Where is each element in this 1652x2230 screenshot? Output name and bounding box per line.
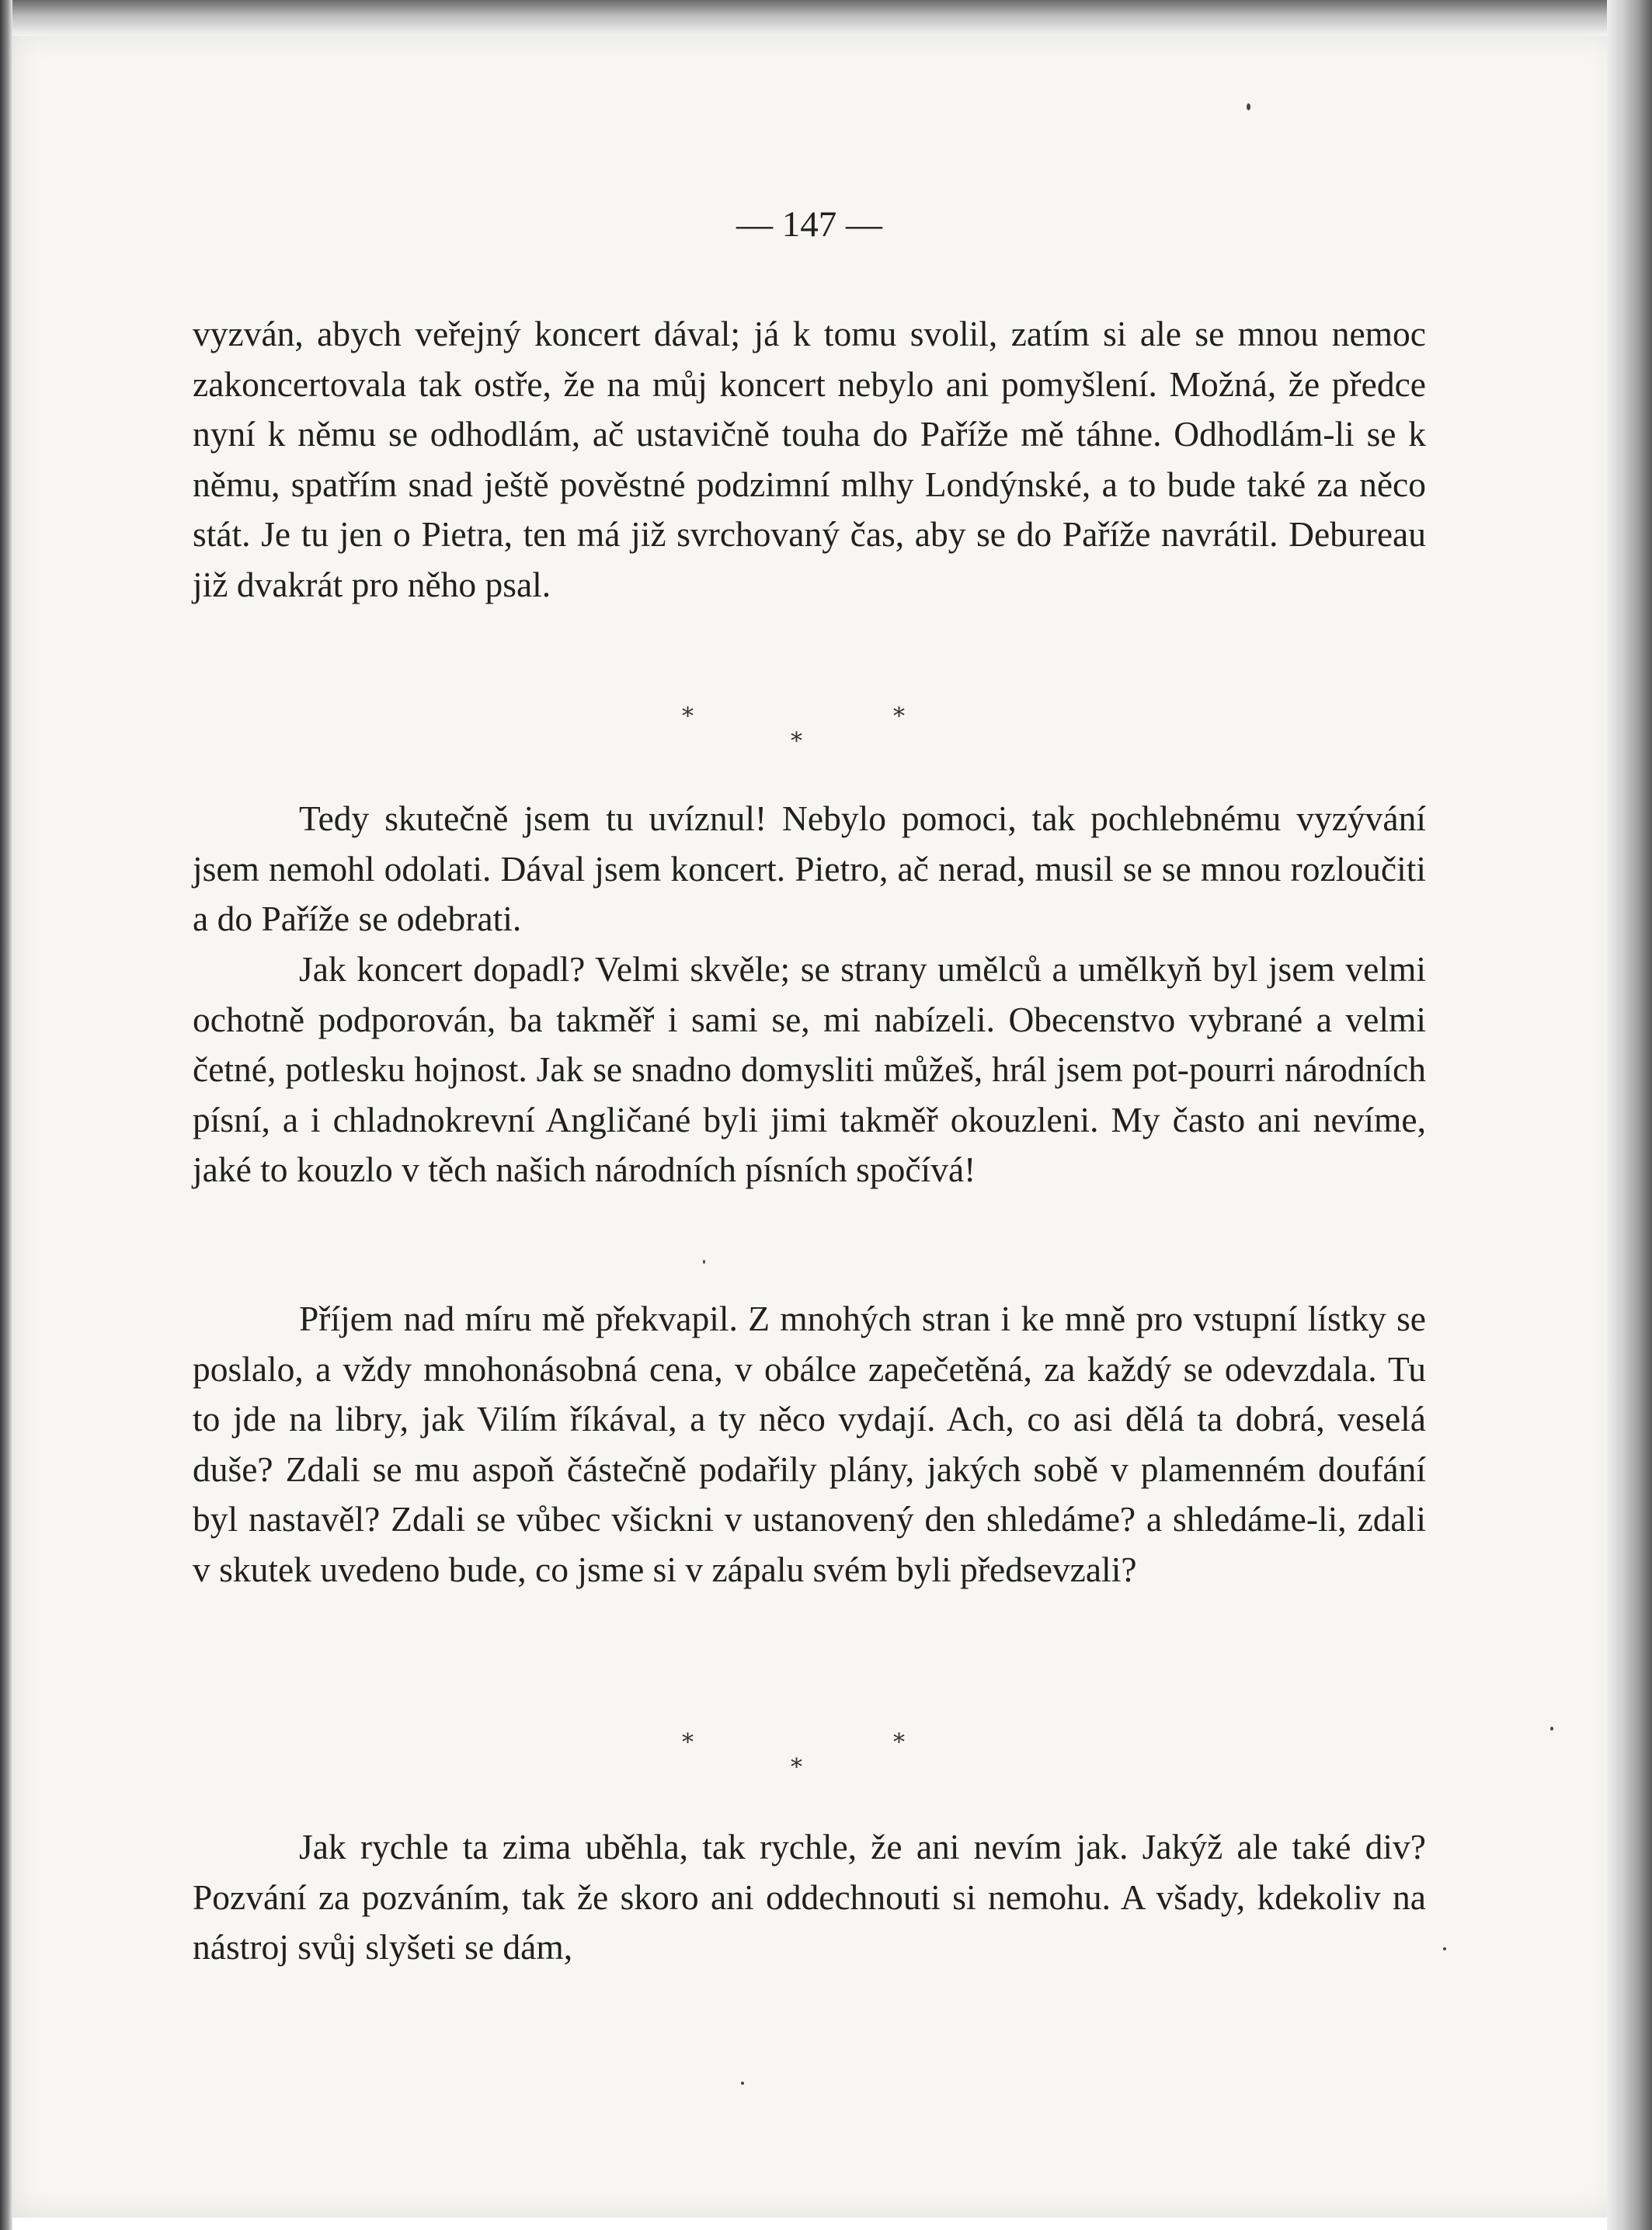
scan-edge-top <box>0 0 1652 36</box>
scan-speck <box>703 1260 705 1264</box>
scan-edge-right <box>1607 0 1652 2230</box>
separator-star: * <box>893 1729 905 1756</box>
scan-speck <box>1247 103 1250 110</box>
paragraph-2: Tedy skutečně jsem tu uvíznul! Nebylo pomoci, tak pochlebnému vyzývání jsem nemohl odolati. Dával jsem koncert. Pietro, ač nerad, musil se se mnou rozloučiti a do Paříže se odebrati. <box>193 798 1426 938</box>
paragraph-4: Příjem nad míru mě překvapil. Z mnohých stran i ke mně pro vstupní lístky se poslalo, a vždy mnohonásobná cena, v obálce zapečetěná, za každý se odevzdala. Tu to jde na libry, jak Vilím říkával, a ty něco vydají. Ach, co asi dělá ta dobrá, veselá duše? Zdali se mu aspoň částečně podařily plány, jakých sobě v plamenném doufání byl nastavěl? Zdali se vůbec všickni v ustanovený den shledáme? a shledáme-li, zdali v skutek uvedeno bude, co jsme si v zápalu svém byli předsevzali? <box>193 1299 1426 1589</box>
separator-star: * <box>682 703 694 730</box>
page-number: — 147 — <box>736 204 882 245</box>
scan-speck <box>1550 1727 1553 1731</box>
section-separator-1 <box>668 703 932 765</box>
separator-star: * <box>682 1729 694 1756</box>
scan-edge-left <box>0 0 12 2230</box>
separator-star: * <box>893 703 905 730</box>
scan-speck <box>741 2082 744 2085</box>
scan-speck <box>1443 1947 1446 1950</box>
paragraph-1: vyzván, abych veřejný koncert dával; já k tomu svolil, zatím si ale se mnou nemoc zakoncertovala tak ostře, že na můj koncert nebylo ani pomyšlení. Možná, že předce nyní k němu se odhodlám, ač ustavičně touha do Paříže mě táhne. Odhodlám-li se k němu, spatřím snad ještě pověstné podzimní mlhy Londýnské, a to bude také za něco stát. Je tu jen o Pietra, ten má již svrchovaný čas, aby se do Paříže navrátil. Debureau již dvakrát pro něho psal. <box>193 314 1426 604</box>
section-separator-2 <box>668 1729 932 1791</box>
separator-star: * <box>791 1754 802 1781</box>
paragraph-5: Jak rychle ta zima uběhla, tak rychle, že ani nevím jak. Jakýž ale také div? Pozvání za pozváním, tak že skoro ani oddechnouti si nemohu. A všady, kdekoliv na nástroj svůj slyšeti se dám, <box>193 1827 1426 1967</box>
paragraph-3: Jak koncert dopadl? Velmi skvěle; se strany umělců a umělkyň byl jsem velmi ochotně podporován, ba takměř i sami se, mi nabízeli. Obecenstvo vybrané a velmi četné, potlesku hojnost. Jak se snadno domysliti můžeš, hrál jsem pot-pourri národních písní, a i chladnokrevní Angličané byli jimi takměř okouzleni. My často ani nevíme, jaké to kouzlo v těch našich národních písních spočívá! <box>193 949 1426 1189</box>
separator-star: * <box>791 728 802 755</box>
